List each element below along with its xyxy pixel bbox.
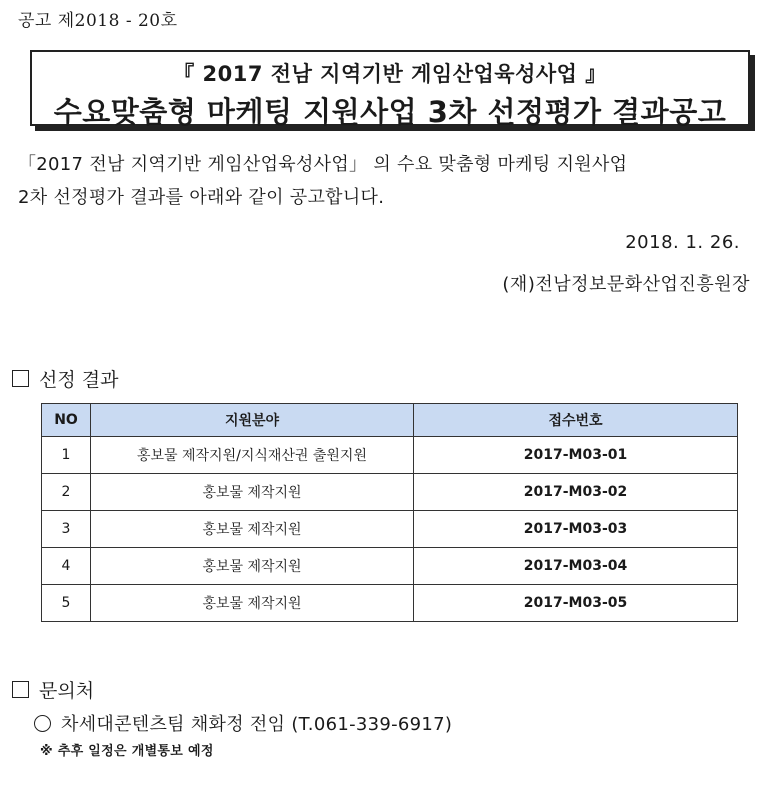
contact-info: 차세대콘텐츠팀 채화정 전임 (T.061-339-6917): [61, 714, 453, 735]
result-section-heading: [12, 365, 118, 392]
contact-line: [34, 710, 452, 736]
circle-bullet-icon: [34, 715, 51, 732]
table-header-row: [42, 404, 738, 437]
contact-heading-label: 문의처: [39, 680, 95, 702]
title-line-1: 『 2017 전남 지역기반 게임산업육성사업 』: [173, 62, 607, 86]
intro-paragraph: [18, 148, 758, 214]
row-no: 5: [42, 585, 91, 622]
row-code: 2017-M03-05: [414, 585, 738, 622]
row-code: 2017-M03-03: [414, 511, 738, 548]
notice-number: 공고 제2018 - 20호: [18, 11, 178, 31]
intro-line-1: 「2017 전남 지역기반 게임산업육성사업」 의 수요 맞춤형 마케팅 지원사업: [18, 154, 628, 175]
row-field: 홍보물 제작지원/지식재산권 출원지원: [91, 437, 414, 474]
row-no: 3: [42, 511, 91, 548]
table-row: [42, 548, 738, 585]
contact-section-heading: [12, 676, 94, 703]
issuing-organization: (재)전남정보문화산업진흥원장: [502, 274, 750, 295]
row-field: 홍보물 제작지원: [91, 474, 414, 511]
column-header-code: 접수번호: [414, 404, 738, 437]
table-row: [42, 437, 738, 474]
title-line-2: 수요맞춤형 마케팅 지원사업 3차 선정평가 결과공고: [53, 95, 727, 129]
row-field: 홍보물 제작지원: [91, 548, 414, 585]
row-field: 홍보물 제작지원: [91, 585, 414, 622]
row-field: 홍보물 제작지원: [91, 511, 414, 548]
table-row: [42, 474, 738, 511]
column-header-no: NO: [42, 404, 91, 437]
row-no: 2: [42, 474, 91, 511]
checkbox-square-icon: [12, 370, 29, 387]
notice-date: 2018. 1. 26.: [625, 232, 740, 253]
table-row: [42, 511, 738, 548]
row-code: 2017-M03-02: [414, 474, 738, 511]
row-no: 1: [42, 437, 91, 474]
intro-line-2: 2차 선정평가 결과를 아래와 같이 공고합니다.: [18, 187, 385, 208]
result-heading-label: 선정 결과: [39, 369, 119, 391]
row-no: 4: [42, 548, 91, 585]
column-header-field: 지원분야: [91, 404, 414, 437]
row-code: 2017-M03-04: [414, 548, 738, 585]
title-box: [30, 50, 750, 129]
result-table: [41, 403, 738, 622]
checkbox-square-icon: [12, 681, 29, 698]
footnote: ※ 추후 일정은 개별통보 예정: [40, 744, 214, 759]
table-row: [42, 585, 738, 622]
row-code: 2017-M03-01: [414, 437, 738, 474]
